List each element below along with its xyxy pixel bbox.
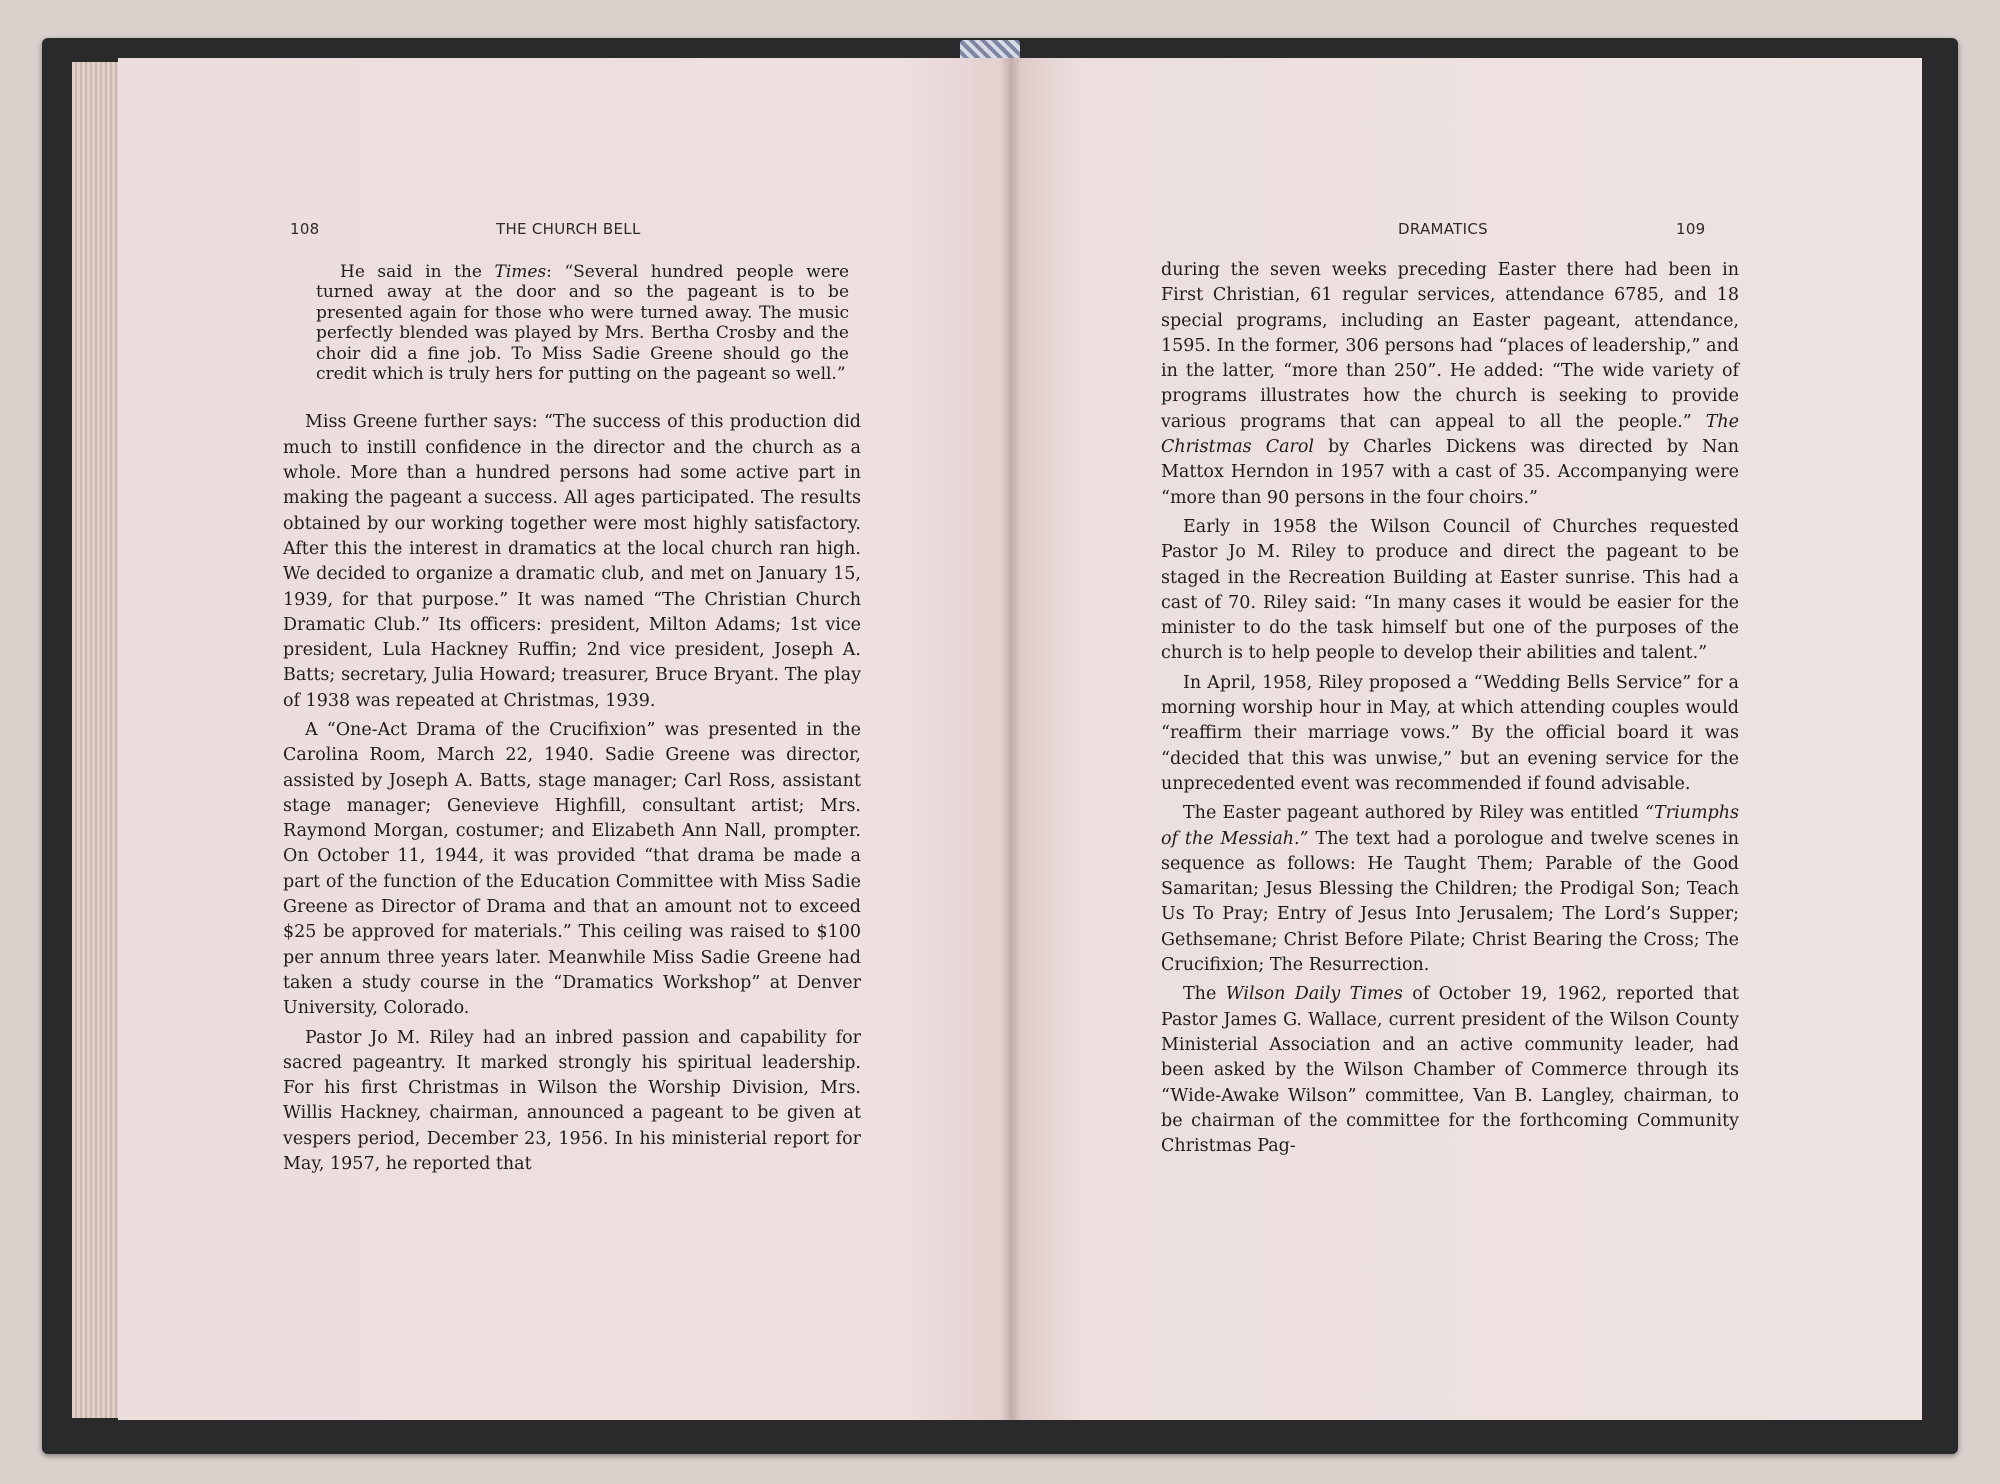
right-page-text: [1161, 258, 1739, 1159]
right-page-number: 109: [1676, 220, 1706, 238]
left-running-head: THE CHURCH BELL: [496, 220, 641, 238]
times-quote: He said in the Times: “Several hundred people were turned away at the door and so the pageant is to be presented again for those who were turned away. The music perfectly blended was played by Mrs. Bertha Crosby and the choir did a fine job. To Miss Sadie Greene should go the credit which is truly hers for putting on the pageant so well.”: [316, 262, 849, 385]
paragraph-easter-services: during the seven weeks preceding Easter there had been in First Christian, 61 regular services, attendance 6785, and 18 special programs, including an Easter pageant, attendance, 1595. In the former, 306 persons had “places of leadership,” and in the latter, “more than 250”. He added: “The wide variety of programs illustrates how the church is seeking to provide various programs that can appeal to all the people.” The Christmas Carol by Charles Dickens was directed by Nan Mattox Herndon in 1957 with a cast of 35. Accompanying were “more than 90 persons in the four choirs.”: [1161, 260, 1739, 508]
left-page-number: 108: [290, 220, 320, 238]
paragraph-one-act-drama: A “One-Act Drama of the Crucifixion” was presented in the Carolina Room, March 22, 1940. Sadie Greene was director, assisted by Joseph A. Batts, stage manager; Carl Ross, assistant stage manager; Genevieve Highfill, consultant artist; Mrs. Raymond Morgan, costumer; and Elizabeth Ann Nall, prompter. On October 11, 1944, it was provided “that drama be made a part of the function of the Education Committee with Miss Sadie Greene as Director of Drama and that an amount not to exceed $25 be approved for materials.” This ceiling was raised to $100 per annum three years later. Meanwhile Miss Sadie Greene had taken a study course in the “Dramatics Workshop” at Denver University, Colorado.: [283, 720, 861, 1019]
page-edges: [72, 62, 122, 1418]
bookmark-ribbon: [960, 40, 1020, 60]
paragraph-wedding-bells: In April, 1958, Riley proposed a “Wedding Bells Service” for a morning worship hour in May, at which attending couples would “reaffirm their marriage vows.” By the official board it was “decided that this was unwise,” but an evening service for the unprecedented event was recommended if found advisable.: [1161, 672, 1739, 794]
book-gutter: [1000, 58, 1022, 1420]
paragraph-pastor-riley: Pastor Jo M. Riley had an inbred passion and capability for sacred pageantry. It marked strongly his spiritual leadership. For his first Christmas in Wilson the Worship Division, Mrs. Willis Hackney, chairman, announced a pageant to be given at vespers period, December 23, 1956. In his ministerial report for May, 1957, he reported that: [283, 1027, 861, 1175]
right-running-head: DRAMATICS: [1398, 220, 1488, 238]
paragraph-greene-says: Miss Greene further says: “The success of this production did much to instill confidence in the director and the church as a whole. More than a hundred persons had some active part in making the pageant a success. All ages participated. The results obtained by our working together were most highly satisfactory. After this the interest in dramatics at the local church ran high. We decided to organize a dramatic club, and met on January 15, 1939, for that purpose.” It was named “The Christian Church Dramatic Club.” Its officers: president, Milton Adams; 1st vice president, Lula Hackney Ruffin; 2nd vice president, Joseph A. Batts; secretary, Julia Howard; treasurer, Bruce Bryant. The play of 1938 was repeated at Christmas, 1939.: [283, 412, 861, 711]
left-page-text: [283, 262, 861, 1177]
paragraph-wilson-daily-times: The Wilson Daily Times of October 19, 1962, reported that Pastor James G. Wallace, current president of the Wilson County Ministerial Association and an active community leader, had been asked by the Wilson Chamber of Commerce through its “Wide-Awake Wilson” committee, Van B. Langley, chairman, to be chairman of the committee for the forthcoming Community Christmas Pag-: [1161, 984, 1739, 1157]
paragraph-easter-pageant: The Easter pageant authored by Riley was entitled “Triumphs of the Messiah.” The text had a porologue and twelve scenes in sequence as follows: He Taught Them; Parable of the Good Samaritan; Jesus Blessing the Children; the Prodigal Son; Teach Us To Pray; Entry of Jesus Into Jerusalem; The Lord’s Supper; Gethsemane; Christ Before Pilate; Christ Bearing the Cross; The Crucifixion; The Resurrection.: [1161, 803, 1739, 976]
paragraph-council-of-churches: Early in 1958 the Wilson Council of Churches requested Pastor Jo M. Riley to produce and direct the pageant to be staged in the Recreation Building at Easter sunrise. This had a cast of 70. Riley said: “In many cases it would be easier for the minister to do the task himself but one of the purposes of the church is to help people to develop their abilities and talent.”: [1161, 516, 1739, 664]
